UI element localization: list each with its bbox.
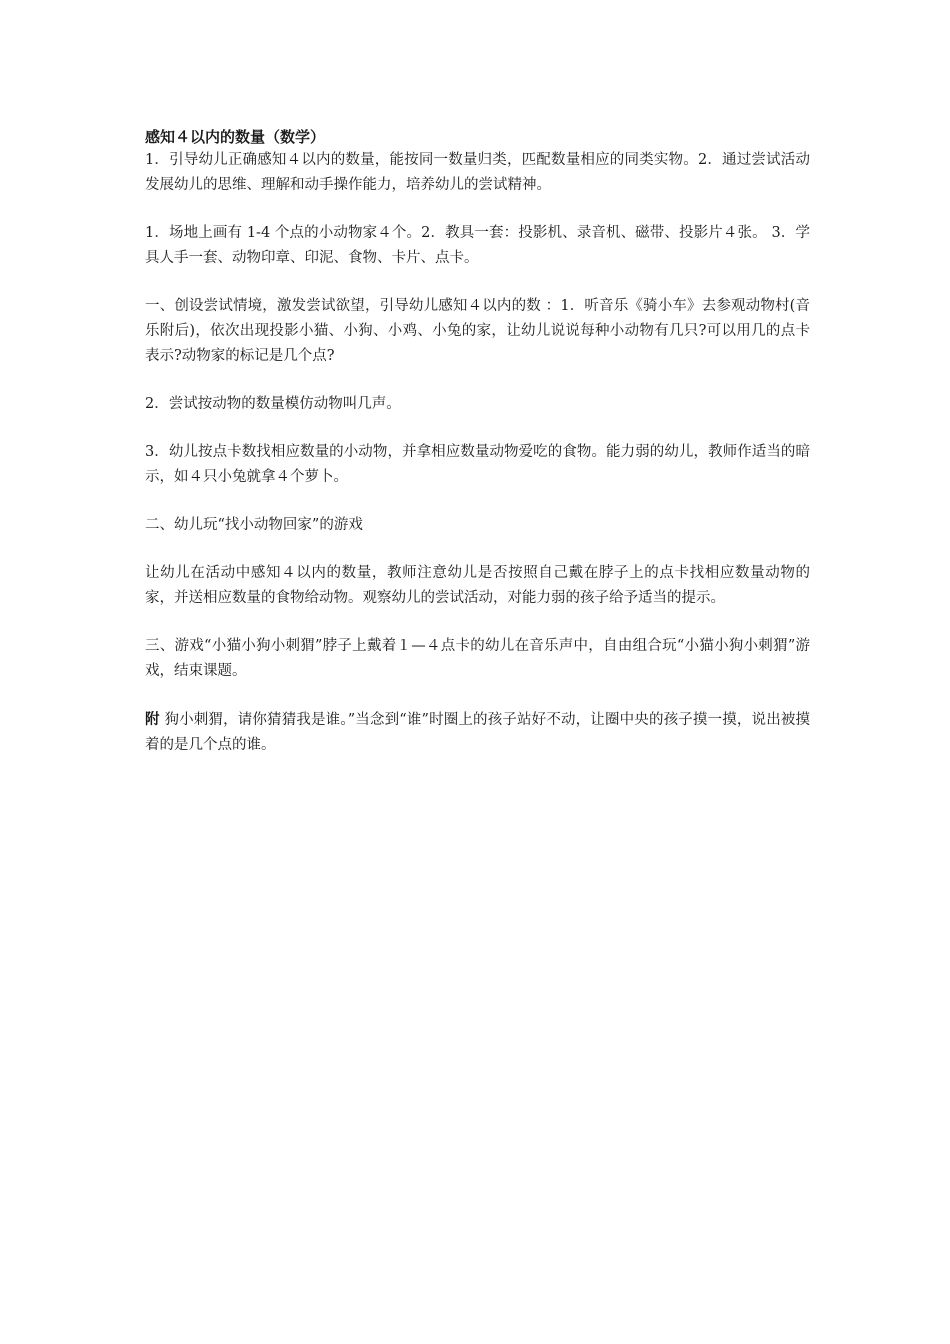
step-three-paragraph: 3．幼儿按点卡数找相应数量的小动物，并拿相应数量动物爱吃的食物。能力弱的幼儿，教师作适当的暗示，如４只小兔就拿４个萝卜。 — [145, 444, 810, 485]
appendix-text: 狗小刺猬，请你猜猜我是谁。”当念到“谁”时圈上的孩子站好不动，让圈中央的孩子摸一摸，说出被摸着的是几个点的谁。 — [145, 712, 811, 753]
section-one-paragraph: 一、创设尝试情境，激发尝试欲望，引导幼儿感知４以内的数 ：1．听音乐《骑小车》去参观动物村(音乐附后)，依次出现投影小猫、小狗、小鸡、小兔的家，让幼儿说说每种小动物有几只?可以用几的点卡表示?动物家的标记是几个点? — [145, 298, 810, 364]
appendix-label: 附 — [145, 711, 160, 728]
section-three-paragraph: 三、游戏“小猫小狗小刺猬”脖子上戴着１—４点卡的幼儿在音乐声中，自由组合玩“小猫小狗小刺猬”游戏，结束课题。 — [145, 638, 810, 679]
appendix-paragraph — [145, 707, 810, 758]
step-two-paragraph: 2．尝试按动物的数量模仿动物叫几声。 — [145, 396, 401, 412]
document-title: 感知４以内的数量（数学） — [145, 128, 326, 146]
preparation-paragraph: 1．场地上画有 1-4 个点的小动物家４个。2．教具一套：投影机、录音机、磁带、投影片４张。 3．学具人手一套、动物印章、印泥、食物、卡片、点卡。 — [145, 225, 810, 266]
goals-paragraph: 1．引导幼儿正确感知４以内的数量，能按同一数量归类，匹配数量相应的同类实物。2．通过尝试活动发展幼儿的思维、理解和动手操作能力，培养幼儿的尝试精神。 — [145, 152, 810, 193]
section-two-heading: 二、幼儿玩“找小动物回家”的游戏 — [145, 517, 363, 533]
section-two-paragraph: 让幼儿在活动中感知４以内的数量，教师注意幼儿是否按照自己戴在脖子上的点卡找相应数量动物的家，并送相应数量的食物给动物。观察幼儿的尝试活动，对能力弱的孩子给予适当的提示。 — [145, 565, 810, 606]
